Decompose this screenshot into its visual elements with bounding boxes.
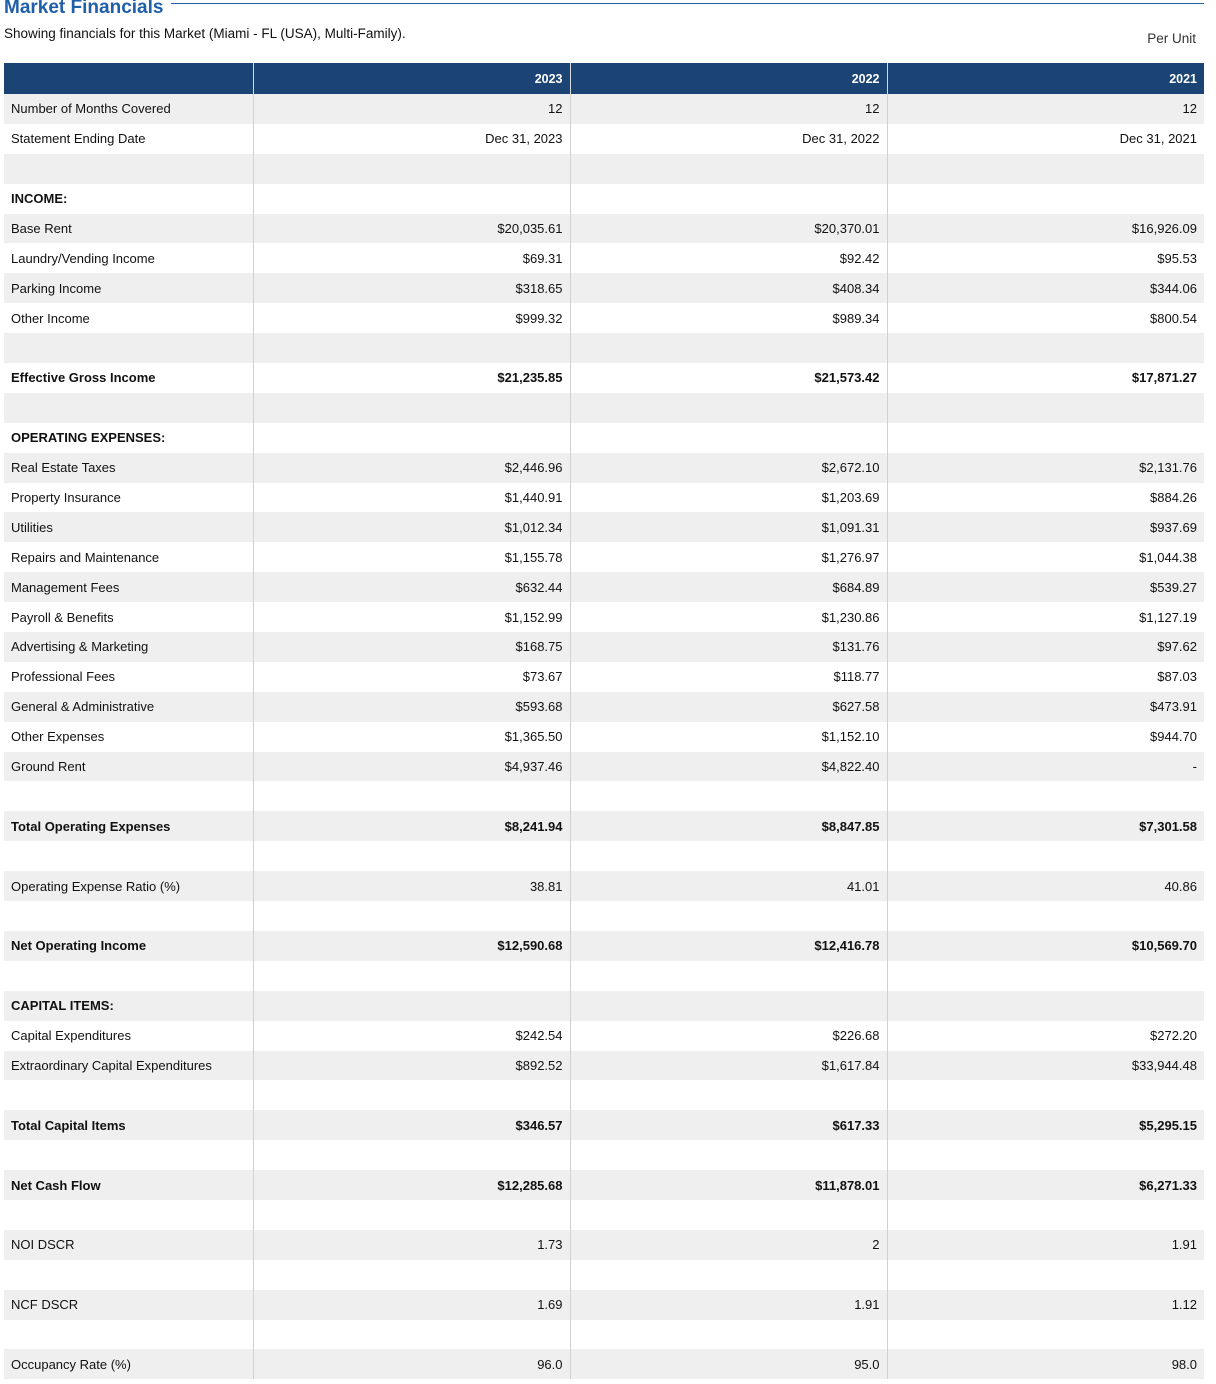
row-value-2023: $593.68 bbox=[253, 692, 570, 722]
row-label: Advertising & Marketing bbox=[4, 632, 253, 662]
row-label bbox=[4, 1080, 253, 1110]
row-value-2023 bbox=[253, 991, 570, 1021]
table-row bbox=[4, 124, 1204, 154]
row-value-2023 bbox=[253, 423, 570, 453]
row-value-2022: $12,416.78 bbox=[570, 931, 887, 961]
row-value-2023 bbox=[253, 333, 570, 363]
table-row bbox=[4, 722, 1204, 752]
title-rule bbox=[170, 3, 1204, 4]
page-title: Market Financials bbox=[4, 0, 171, 19]
row-value-2022 bbox=[570, 1320, 887, 1350]
row-label bbox=[4, 1320, 253, 1350]
table-row bbox=[4, 1230, 1204, 1260]
row-value-2022: $4,822.40 bbox=[570, 752, 887, 782]
row-value-2021: $16,926.09 bbox=[887, 214, 1204, 244]
row-value-2021: $87.03 bbox=[1157, 669, 1197, 685]
row-value-2021: $95.53 bbox=[1157, 250, 1197, 266]
row-value-2022: 95.0 bbox=[570, 1349, 887, 1379]
row-label bbox=[4, 154, 253, 184]
row-label: Other Expenses bbox=[4, 722, 253, 752]
row-label: Net Cash Flow bbox=[4, 1170, 253, 1200]
row-value-2021: $344.06 bbox=[887, 273, 1204, 303]
row-label bbox=[4, 393, 253, 423]
row-value-2022: $617.33 bbox=[570, 1110, 887, 1140]
row-label: OPERATING EXPENSES: bbox=[4, 423, 253, 453]
table-row bbox=[4, 871, 1204, 901]
row-value-2021: $944.70 bbox=[1150, 729, 1197, 745]
row-label: NCF DSCR bbox=[4, 1290, 253, 1320]
row-value-2021 bbox=[887, 1140, 1204, 1170]
table-row bbox=[4, 184, 1204, 214]
row-value-2023: 12 bbox=[253, 94, 570, 124]
row-label: Property Insurance bbox=[4, 483, 253, 513]
row-value-2022 bbox=[570, 333, 887, 363]
row-value-2021 bbox=[887, 991, 1204, 1021]
table-row bbox=[4, 1320, 1204, 1350]
financials-table bbox=[4, 63, 1204, 1379]
table-row bbox=[4, 154, 1204, 184]
row-value-2023 bbox=[253, 1320, 570, 1350]
row-label: Total Capital Items bbox=[4, 1110, 253, 1140]
row-label: Effective Gross Income bbox=[4, 363, 253, 393]
row-value-2022: $1,091.31 bbox=[570, 512, 887, 542]
row-value-2021: 1.12 bbox=[887, 1290, 1204, 1320]
table-header-row bbox=[4, 63, 1204, 94]
row-label: Net Operating Income bbox=[4, 931, 253, 961]
table-row bbox=[4, 572, 1204, 602]
row-value-2022: $684.89 bbox=[570, 572, 887, 602]
row-value-2022: $408.34 bbox=[570, 273, 887, 303]
row-label: Other Income bbox=[4, 303, 253, 333]
table-row bbox=[4, 1349, 1204, 1379]
table-row bbox=[4, 632, 1204, 662]
row-label: Base Rent bbox=[4, 214, 253, 244]
row-label bbox=[4, 841, 253, 871]
table-row bbox=[4, 1260, 1204, 1290]
row-value-2023: 1.69 bbox=[253, 1290, 570, 1320]
row-value-2021 bbox=[887, 1260, 1204, 1290]
row-value-2021 bbox=[887, 423, 1204, 453]
row-label: Number of Months Covered bbox=[4, 94, 253, 124]
table-row bbox=[4, 423, 1204, 453]
row-value-2021 bbox=[887, 1320, 1204, 1350]
row-value-2023: $1,365.50 bbox=[253, 722, 570, 752]
table-row bbox=[4, 1140, 1204, 1170]
row-value-2021: 1.91 bbox=[887, 1230, 1204, 1260]
table-row bbox=[4, 483, 1204, 513]
row-label: Utilities bbox=[4, 512, 253, 542]
row-value-2022: $989.34 bbox=[570, 303, 887, 333]
page-subtitle: Showing financials for this Market (Miami - FL (USA), Multi-Family). bbox=[4, 26, 406, 41]
row-value-2022: $1,152.10 bbox=[570, 722, 887, 752]
table-row bbox=[4, 931, 1204, 961]
row-value-2022: $1,276.97 bbox=[570, 542, 887, 572]
row-value-2022 bbox=[570, 781, 887, 811]
row-value-2021 bbox=[887, 841, 1204, 871]
row-value-2021: $5,295.15 bbox=[887, 1110, 1204, 1140]
row-label: NOI DSCR bbox=[4, 1230, 253, 1260]
row-label bbox=[4, 1260, 253, 1290]
row-value-2022 bbox=[570, 154, 887, 184]
row-value-2023: $4,937.46 bbox=[253, 752, 570, 782]
table-row bbox=[4, 1021, 1204, 1051]
row-value-2022: $92.42 bbox=[570, 243, 887, 273]
row-value-2023: Dec 31, 2023 bbox=[253, 124, 570, 154]
table-row bbox=[4, 1051, 1204, 1081]
row-value-2022 bbox=[570, 1140, 887, 1170]
table-row bbox=[4, 841, 1204, 871]
row-value-2023: $73.67 bbox=[253, 662, 570, 692]
row-value-2023: $632.44 bbox=[253, 572, 570, 602]
row-label bbox=[4, 1200, 253, 1230]
row-value-2021 bbox=[887, 961, 1204, 991]
row-value-2023 bbox=[253, 154, 570, 184]
row-value-2022: $1,203.69 bbox=[570, 483, 887, 513]
row-value-2022: $8,847.85 bbox=[570, 811, 887, 841]
row-value-2022 bbox=[570, 184, 887, 214]
table-row bbox=[4, 512, 1204, 542]
row-label: Repairs and Maintenance bbox=[4, 542, 253, 572]
row-value-2021 bbox=[887, 184, 1204, 214]
table-row bbox=[4, 752, 1204, 782]
row-value-2022 bbox=[570, 393, 887, 423]
row-label: Ground Rent bbox=[4, 752, 253, 782]
row-value-2022: $21,573.42 bbox=[570, 363, 887, 393]
column-header-label bbox=[4, 63, 253, 94]
row-label: Statement Ending Date bbox=[4, 124, 253, 154]
row-value-2023 bbox=[253, 1260, 570, 1290]
row-value-2022 bbox=[570, 991, 887, 1021]
table-row bbox=[4, 1170, 1204, 1200]
table-row bbox=[4, 991, 1204, 1021]
row-value-2023: 38.81 bbox=[253, 871, 570, 901]
row-value-2022 bbox=[570, 901, 887, 931]
row-value-2023: $69.31 bbox=[253, 243, 570, 273]
row-value-2021: - bbox=[887, 752, 1204, 782]
row-value-2022: $11,878.01 bbox=[570, 1170, 887, 1200]
row-value-2021: 98.0 bbox=[887, 1349, 1204, 1379]
row-value-2023: 96.0 bbox=[253, 1349, 570, 1379]
row-value-2023 bbox=[253, 1200, 570, 1230]
table-row bbox=[4, 94, 1204, 124]
row-value-2021: $10,569.70 bbox=[887, 931, 1204, 961]
row-value-2021: $473.91 bbox=[887, 692, 1204, 722]
row-value-2022: $118.77 bbox=[570, 662, 887, 692]
row-value-2022: $1,230.86 bbox=[570, 602, 887, 632]
row-value-2022: $226.68 bbox=[570, 1021, 887, 1051]
row-label: Occupancy Rate (%) bbox=[4, 1349, 253, 1379]
row-value-2023: $8,241.94 bbox=[253, 811, 570, 841]
row-value-2022: $1,617.84 bbox=[570, 1051, 887, 1081]
row-value-2021 bbox=[887, 781, 1204, 811]
table-row bbox=[4, 453, 1204, 483]
table-row bbox=[4, 1080, 1204, 1110]
row-value-2023: $2,446.96 bbox=[253, 453, 570, 483]
row-label: Operating Expense Ratio (%) bbox=[4, 871, 253, 901]
row-label: Capital Expenditures bbox=[4, 1021, 253, 1051]
row-value-2023: $20,035.61 bbox=[253, 214, 570, 244]
row-value-2023 bbox=[253, 841, 570, 871]
row-value-2023: $346.57 bbox=[253, 1110, 570, 1140]
row-value-2021: $272.20 bbox=[1150, 1028, 1197, 1044]
row-value-2021: $33,944.48 bbox=[887, 1051, 1204, 1081]
row-value-2022: 41.01 bbox=[570, 871, 887, 901]
row-value-2023: $1,012.34 bbox=[253, 512, 570, 542]
table-row bbox=[4, 1290, 1204, 1320]
row-value-2021: $97.62 bbox=[887, 632, 1204, 662]
row-value-2021 bbox=[887, 1200, 1204, 1230]
table-row bbox=[4, 1200, 1204, 1230]
row-value-2022: $2,672.10 bbox=[570, 453, 887, 483]
table-row bbox=[4, 333, 1204, 363]
row-label bbox=[4, 961, 253, 991]
row-value-2021 bbox=[887, 393, 1204, 423]
row-value-2023: $892.52 bbox=[253, 1051, 570, 1081]
row-value-2021: $1,044.38 bbox=[1139, 549, 1197, 565]
table-row bbox=[4, 602, 1204, 632]
title-bar bbox=[0, 0, 1204, 18]
row-value-2023: $1,155.78 bbox=[253, 542, 570, 572]
table-row bbox=[4, 542, 1204, 572]
row-value-2022: 1.91 bbox=[570, 1290, 887, 1320]
column-header-2023: 2023 bbox=[253, 63, 570, 94]
row-value-2023 bbox=[253, 1080, 570, 1110]
row-value-2022 bbox=[570, 423, 887, 453]
row-label: Total Operating Expenses bbox=[4, 811, 253, 841]
row-value-2023: $999.32 bbox=[253, 303, 570, 333]
row-value-2023: $1,152.99 bbox=[253, 602, 570, 632]
row-value-2023 bbox=[253, 184, 570, 214]
row-label: Management Fees bbox=[4, 572, 253, 602]
row-value-2021: $17,871.27 bbox=[1131, 370, 1197, 386]
row-label: Extraordinary Capital Expenditures bbox=[4, 1051, 253, 1081]
row-label: Parking Income bbox=[4, 273, 253, 303]
row-label: CAPITAL ITEMS: bbox=[4, 991, 253, 1021]
row-label: Real Estate Taxes bbox=[4, 453, 253, 483]
row-value-2022: 12 bbox=[570, 94, 887, 124]
row-value-2023: $1,440.91 bbox=[253, 483, 570, 513]
table-row bbox=[4, 961, 1204, 991]
row-value-2021: $539.27 bbox=[887, 572, 1204, 602]
row-value-2022: $20,370.01 bbox=[570, 214, 887, 244]
row-value-2021 bbox=[887, 333, 1204, 363]
row-value-2022 bbox=[570, 1200, 887, 1230]
table-row bbox=[4, 303, 1204, 333]
row-value-2021: 40.86 bbox=[887, 871, 1204, 901]
row-label bbox=[4, 781, 253, 811]
row-value-2023: $168.75 bbox=[253, 632, 570, 662]
row-value-2021: $800.54 bbox=[1150, 310, 1197, 326]
row-value-2021: 12 bbox=[887, 94, 1204, 124]
row-value-2023: $12,285.68 bbox=[253, 1170, 570, 1200]
row-value-2023 bbox=[253, 781, 570, 811]
row-value-2023 bbox=[253, 961, 570, 991]
row-value-2021: Dec 31, 2021 bbox=[1119, 131, 1197, 147]
table-row bbox=[4, 811, 1204, 841]
row-value-2022: Dec 31, 2022 bbox=[570, 124, 887, 154]
row-value-2021: $937.69 bbox=[887, 512, 1204, 542]
row-value-2023 bbox=[253, 901, 570, 931]
row-value-2021: $6,271.33 bbox=[887, 1170, 1204, 1200]
row-value-2023: $21,235.85 bbox=[253, 363, 570, 393]
table-row bbox=[4, 781, 1204, 811]
row-value-2022: $131.76 bbox=[570, 632, 887, 662]
row-value-2022: 2 bbox=[570, 1230, 887, 1260]
row-value-2021 bbox=[887, 154, 1204, 184]
row-label: Professional Fees bbox=[4, 662, 253, 692]
row-value-2023: $242.54 bbox=[253, 1021, 570, 1051]
row-label bbox=[4, 333, 253, 363]
row-value-2022 bbox=[570, 841, 887, 871]
row-value-2021: $884.26 bbox=[1150, 490, 1197, 506]
table-row bbox=[4, 273, 1204, 303]
row-value-2023 bbox=[253, 1140, 570, 1170]
row-value-2021: $2,131.76 bbox=[887, 453, 1204, 483]
table-row bbox=[4, 692, 1204, 722]
row-value-2022 bbox=[570, 1260, 887, 1290]
row-value-2021 bbox=[887, 1080, 1204, 1110]
row-label: Laundry/Vending Income bbox=[4, 243, 253, 273]
table-row bbox=[4, 363, 1204, 393]
row-value-2023: 1.73 bbox=[253, 1230, 570, 1260]
row-label bbox=[4, 901, 253, 931]
row-value-2021: $1,127.19 bbox=[1139, 609, 1197, 625]
table-row bbox=[4, 901, 1204, 931]
row-value-2022 bbox=[570, 961, 887, 991]
row-value-2022 bbox=[570, 1080, 887, 1110]
row-label: General & Administrative bbox=[4, 692, 253, 722]
table-row bbox=[4, 662, 1204, 692]
row-label bbox=[4, 1140, 253, 1170]
unit-label: Per Unit bbox=[1147, 31, 1196, 46]
row-value-2021: $7,301.58 bbox=[887, 811, 1204, 841]
row-label: Payroll & Benefits bbox=[4, 602, 253, 632]
table-row bbox=[4, 243, 1204, 273]
row-value-2021 bbox=[887, 901, 1204, 931]
row-label: INCOME: bbox=[4, 184, 253, 214]
row-value-2022: $627.58 bbox=[570, 692, 887, 722]
table-row bbox=[4, 393, 1204, 423]
row-value-2023: $12,590.68 bbox=[253, 931, 570, 961]
column-header-2021: 2021 bbox=[887, 63, 1204, 94]
column-header-2022: 2022 bbox=[570, 63, 887, 94]
row-value-2023: $318.65 bbox=[253, 273, 570, 303]
row-value-2023 bbox=[253, 393, 570, 423]
table-row bbox=[4, 214, 1204, 244]
table-row bbox=[4, 1110, 1204, 1140]
